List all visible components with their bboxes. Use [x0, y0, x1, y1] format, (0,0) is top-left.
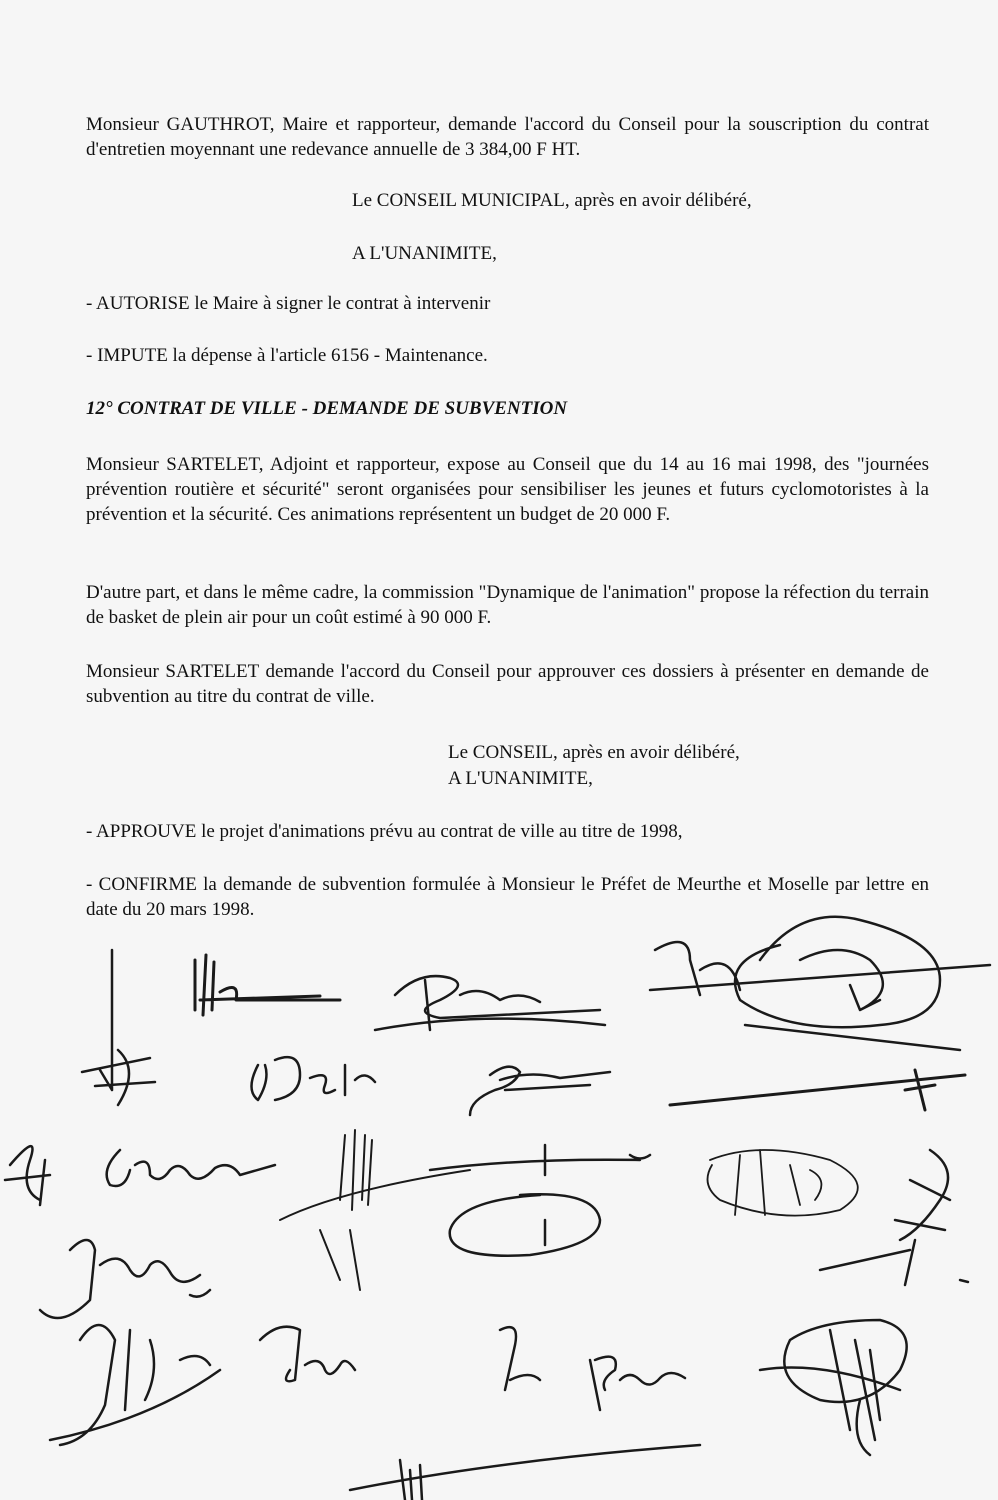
- signature-14: [40, 1240, 210, 1318]
- signature-9: [107, 1150, 275, 1186]
- signature-12: [708, 1150, 858, 1216]
- signature-15: [50, 1325, 220, 1445]
- decision-autorise: - AUTORISE le Maire à signer le contrat à intervenir: [86, 293, 491, 314]
- signature-13: [820, 1150, 968, 1285]
- decision-confirme: - CONFIRME la demande de subvention formulée à Monsieur le Préfet de Meurthe et Moselle par lettre en date du 20 mars 1998.: [86, 874, 929, 920]
- signature-5: [252, 1057, 376, 1100]
- signature-20: [350, 1445, 700, 1500]
- signature-8: [5, 1146, 50, 1205]
- council-deliberation-1: Le CONSEIL MUNICIPAL, après en avoir délibéré,: [352, 190, 752, 211]
- signature-16: [260, 1327, 355, 1382]
- signature-2: [195, 955, 340, 1015]
- signature-11: [430, 1145, 650, 1256]
- signature-3: [375, 976, 605, 1030]
- unanimity-2: A L'UNANIMITE,: [448, 768, 593, 789]
- signature-17: [500, 1327, 540, 1390]
- paragraph-gauthrot: Monsieur GAUTHROT, Maire et rapporteur, demande l'accord du Conseil pour la souscription du contrat d'entretien moyennant une redevance annuelle de 3 384,00 F HT.: [86, 114, 929, 160]
- paragraph-request: Monsieur SARTELET demande l'accord du Conseil pour approuver ces dossiers à présenter en demande de subvention au titre du contrat de ville.: [86, 661, 929, 707]
- decision-approuve: - APPROUVE le projet d'animations prévu au contrat de ville au titre de 1998,: [86, 821, 683, 842]
- signature-19: [760, 1320, 907, 1455]
- decision-impute: - IMPUTE la dépense à l'article 6156 - Maintenance.: [86, 345, 488, 366]
- paragraph-basket: D'autre part, et dans le même cadre, la commission "Dynamique de l'animation" propose la réfection du terrain de basket de plein air pour un coût estimé à 90 000 F.: [86, 582, 929, 628]
- signatures-area: [0, 900, 998, 1500]
- signature-10: [280, 1130, 470, 1290]
- signature-18: [590, 1357, 685, 1410]
- unanimity-1: A L'UNANIMITE,: [352, 243, 497, 264]
- section-heading: 12° CONTRAT DE VILLE - DEMANDE DE SUBVENTION: [86, 398, 568, 419]
- paragraph-sartelet: Monsieur SARTELET, Adjoint et rapporteur, expose au Conseil que du 14 au 16 mai 1998, des "journées prévention routière et sécurité" seront organisées pour sensibiliser les jeunes et futurs cyclomotoristes à la prévention et la sécurité. Ces animations représentent un budget de 20 000 F.: [86, 454, 929, 525]
- signature-7: [670, 1070, 965, 1110]
- signature-1: [82, 950, 155, 1105]
- signature-6: [470, 1067, 610, 1115]
- council-deliberation-2: Le CONSEIL, après en avoir délibéré,: [448, 742, 740, 763]
- signature-4: [650, 917, 990, 1050]
